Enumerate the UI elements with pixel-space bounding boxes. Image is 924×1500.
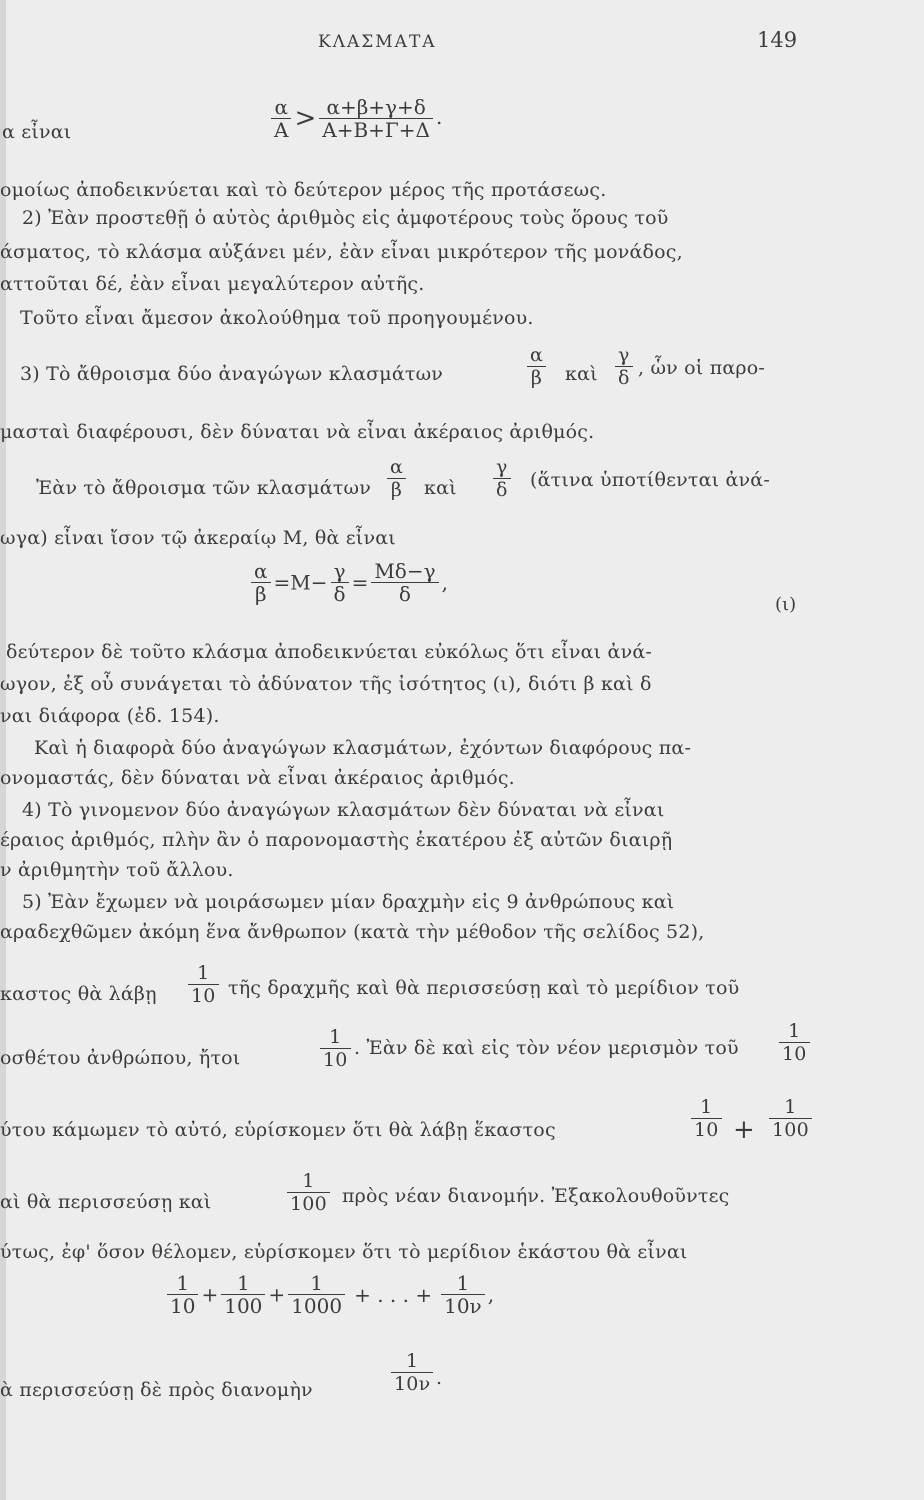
- text-line: (ἅτινα ὑποτίθενται ἀνά-: [530, 469, 770, 491]
- series: $\frac{1}{10}$ + $\frac{1}{100}$ + $\frac{1}{1000}$ + . . . + $\frac{1}{10\nu}$ ,: [164, 1272, 494, 1317]
- text-line: τῆς δραχμῆς καὶ θὰ περισσεύσῃ καὶ τὸ μερίδιον τοῦ: [228, 977, 740, 999]
- text-line: 2) Ἐὰν προστεθῇ ὁ αὐτὸς ἀριθμὸς εἰς ἀμφοτέρους τοὺς ὅρους τοῦ: [22, 207, 669, 229]
- text-line: ωγον, ἐξ οὗ συνάγεται τὸ ἀδύνατον τῆς ἰσότητος (ι), διότι β καὶ δ: [0, 673, 652, 695]
- text-line: , ὧν οἱ παρο-: [638, 357, 766, 379]
- text-line: έραιος ἀριθμός, πλὴν ἂν ὁ παρονομαστὴς ἑκατέρου ἐξ αὐτῶν διαιρῇ: [0, 829, 673, 851]
- text-line: 4) Τὸ γινομενον δύο ἀναγώγων κλασμάτων δὲν δύναται νὰ εἶναι: [22, 799, 665, 821]
- inequality: $\frac{\alpha}{A}$ > $\frac{\alpha+\beta+\gamma+\delta}{A+B+\Gamma+\Delta}$ .: [268, 96, 442, 141]
- fraction: $\frac{\alpha}{\beta}$: [527, 344, 546, 389]
- text-line: καὶ: [565, 363, 598, 385]
- fraction: $\frac{1}{10}$: [691, 1096, 722, 1141]
- fraction: $\frac{\alpha+\beta+\gamma+\delta}{A+B+\Gamma+\Delta}$: [319, 96, 433, 141]
- fraction: $\frac{1}{10}$: [188, 962, 219, 1007]
- text-line: ονομαστάς, δὲν δύναται νὰ εἶναι ἀκέραιος ἀριθμός.: [0, 767, 515, 789]
- text-line: ομοίως ἀποδεικνύεται καὶ τὸ δεύτερον μέρος τῆς προτάσεως.: [0, 179, 607, 201]
- text-line: Τοῦτο εἶναι ἄμεσον ἀκολούθημα τοῦ προηγουμένου.: [20, 307, 534, 329]
- fraction: $\frac{\alpha}{A}$: [271, 96, 291, 141]
- text-line: άσματος, τὸ κλάσμα αὐξάνει μέν, ἐὰν εἶναι μικρότερον τῆς μονάδος,: [0, 241, 683, 263]
- fraction: $\frac{1}{10}$: [320, 1026, 351, 1071]
- text-line: 3) Τὸ ἄθροισμα δύο ἀναγώγων κλασμάτων: [20, 363, 444, 385]
- text-line: . Ἐὰν δὲ καὶ εἰς τὸν νέον μερισμὸν τοῦ: [354, 1037, 739, 1059]
- text-line: α εἶναι: [2, 121, 72, 143]
- text-line: ναι διάφορα (ἐδ. 154).: [0, 705, 220, 727]
- punctuation: .: [436, 1367, 443, 1389]
- text-line: Ἐὰν τὸ ἄθροισμα τῶν κλασμάτων: [36, 477, 371, 499]
- text-line: Καὶ ἡ διαφορὰ δύο ἀναγώγων κλασμάτων, ἐχόντων διαφόρους πα-: [34, 737, 692, 759]
- fraction: $\frac{1}{100}$: [769, 1096, 812, 1141]
- fraction: $\frac{1}{10\nu}$: [391, 1350, 433, 1395]
- text-line: δεύτερον δὲ τοῦτο κλάσμα ἀποδεικνύεται εὐκόλως ὅτι εἶναι ἀνά-: [6, 641, 652, 663]
- fraction: $\frac{\gamma}{\delta}$: [615, 344, 633, 389]
- text-line: πρὸς νέαν διανομήν. Ἐξακολουθοῦντες: [342, 1185, 730, 1207]
- text-line: ν ἀριθμητὴν τοῦ ἄλλου.: [0, 859, 234, 881]
- text-line: καστος θὰ λάβῃ: [0, 983, 157, 1005]
- text-line: αραδεχθῶμεν ἀκόμη ἕνα ἄνθρωπον (κατὰ τὴν μέθοδον τῆς σελίδος 52),: [0, 921, 705, 943]
- text-line: ὰ περισσεύσῃ δὲ πρὸς διανομὴν: [0, 1379, 313, 1401]
- text-line: οσθέτου ἀνθρώπου, ἤτοι: [0, 1047, 241, 1069]
- text-line: 5) Ἐὰν ἔχωμεν νὰ μοιράσωμεν μίαν δραχμὴν εἰς 9 ἀνθρώπους καὶ: [22, 891, 675, 913]
- text-line: αὶ θὰ περισσεύσῃ καὶ: [0, 1191, 212, 1213]
- fraction: $\frac{\gamma}{\delta}$: [493, 456, 511, 501]
- text-line: ύτως, ἐφ' ὅσον θέλομεν, εὑρίσκομεν ὅτι τὸ μερίδιον ἑκάστου θὰ εἶναι: [0, 1241, 688, 1263]
- equation-label: (ι): [775, 594, 797, 615]
- fraction: $\frac{\alpha}{\beta}$: [387, 456, 406, 501]
- plus-sign: +: [733, 1115, 755, 1145]
- text-line: ωγα) εἶναι ἴσον τῷ ἀκεραίῳ Μ, θὰ εἶναι: [0, 527, 396, 549]
- fraction: $\frac{1}{10}$: [779, 1020, 810, 1065]
- text-line: ύτου κάμωμεν τὸ αὐτό, εὑρίσκομεν ὅτι θὰ λάβῃ ἕκαστος: [0, 1119, 556, 1141]
- running-head: ΚΛΑΣΜΑΤΑ: [318, 32, 437, 52]
- equation: $\frac{\alpha}{\beta}$ =Μ− $\frac{\gamma}{\delta}$ = $\frac{M\delta-\gamma}{\delta}$ ,: [248, 560, 448, 605]
- text-line: καὶ: [424, 477, 457, 499]
- page-edge: [0, 0, 6, 1500]
- page-number: 149: [757, 28, 798, 52]
- fraction: $\frac{1}{100}$: [287, 1170, 330, 1215]
- text-line: αττοῦται δέ, ἐὰν εἶναι μεγαλύτερον αὐτῆς.: [0, 273, 425, 295]
- text-line: μασταὶ διαφέρουσι, δὲν δύναται νὰ εἶναι ἀκέραιος ἀριθμός.: [0, 421, 595, 443]
